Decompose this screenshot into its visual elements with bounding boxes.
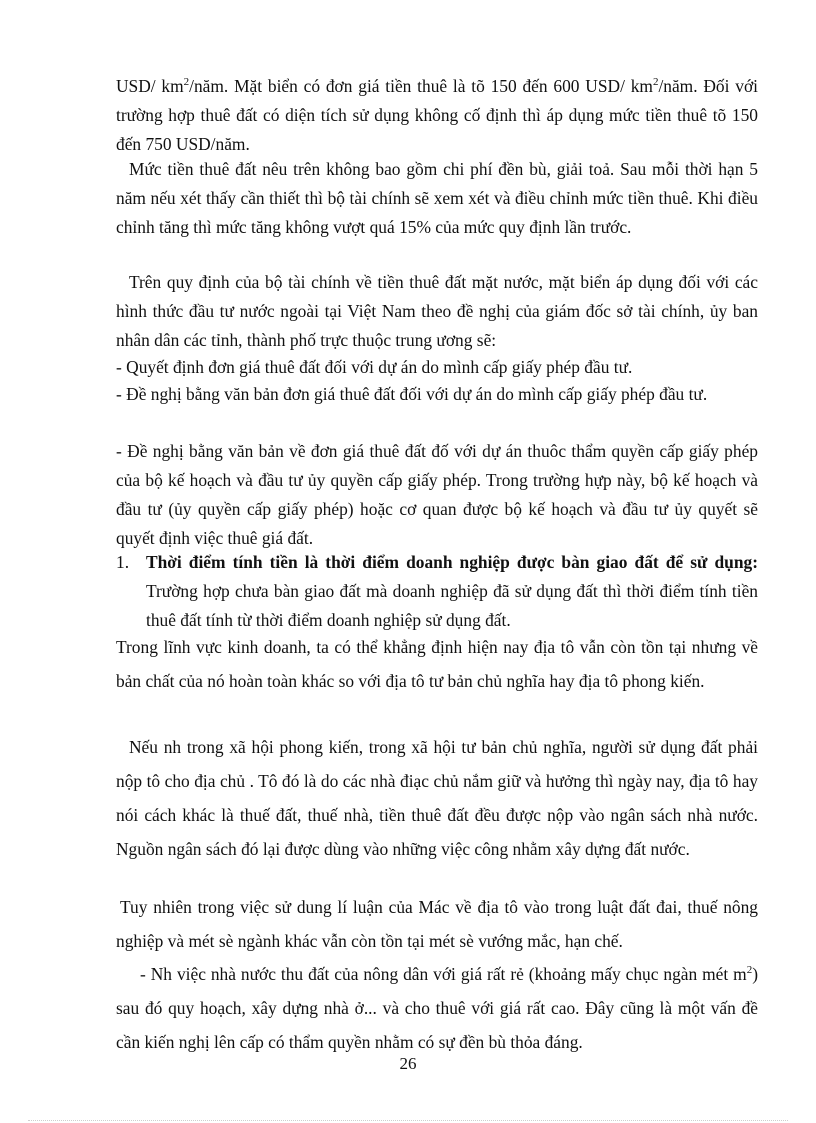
list-item-heading: Thời điểm tính tiền là thời điểm doanh nghiệp được bàn giao đất để sử dụng: [146, 552, 758, 572]
superscript: 2 [652, 76, 659, 89]
paragraph-limitations: Tuy nhiên trong việc sử dung lí luận của Mác về địa tô vào trong luật đất đai, thuế nông nghiệp và mét sè ngành khác vẫn còn tồn tại mét sè vướng mắc, hạn chế. [116, 897, 758, 951]
superscript: 2 [183, 76, 190, 89]
list-item-body [146, 548, 758, 635]
numbered-item-1 [116, 548, 758, 635]
paragraph-feudal-comparison: Nếu nh trong xã hội phong kiến, trong xã hội tư bản chủ nghĩa, người sử dụng đất phải nộp tô cho địa chủ . Tô đó là do các nhà điạc chủ nắm giữ và hưởng thì ngày nay, địa tô hay nói cách khác là thuế đất, thuế nhà, tiền thuê đất đều được nộp vào ngân sách nhà nước. Nguồn ngân sách đó lại được dùng vào những việc công nhằm xây dựng đất nước. [116, 737, 758, 859]
text-fragment: /năm. Mặt biển có đơn giá tiền thuê là tõ 150 đến 600 USD/ km [189, 76, 653, 96]
bullet-propose-ministry: - Đề nghị bằng văn bản về đơn giá thuê đất đố với dự án thuôc thẩm quyền cấp giấy phép của bộ kế hoạch và đầu tư ủy quyền cấp giấy phép. Trong trường hựp này, bộ kế hoạch và đầu tư (ủy quyền cấp giấy phép) hoặc cơ quan được bộ kế hoạch và đầu tư ủy quyết sẽ quyết định việc thuê giá đất. [116, 441, 758, 548]
superscript: 2 [746, 964, 753, 977]
paragraph-land-rent-rates [116, 72, 758, 159]
list-item-text: Trường hợp chưa bàn giao đất mà doanh nghiệp đã sử dụng đất thì thời điểm tính tiền thuê đất tính từ thời điểm doanh nghiệp sử dụng đất. [146, 581, 758, 630]
page-number: 26 [399, 1054, 417, 1073]
text-fragment: ) sau đó quy hoạch, xây dựng nhà ở... và cho thuê với giá rất cao. Đây cũng là một vấn đề cần kiến nghị lên cấp có thẩm quyền nhằm có sự đền bù thỏa đáng. [116, 964, 758, 1052]
paragraph-rent-adjustment: Mức tiền thuê đất nêu trên không bao gồm chi phí đền bù, giải toả. Sau mỗi thời hạn 5 năm nếu xét thấy cần thiết thì bộ tài chính sẽ xem xét và điều chỉnh mức tiền thuê. Khi điều chỉnh tăng thì mức tăng không vượt quá 15% của mức quy định lần trước. [116, 159, 758, 237]
text-fragment: USD/ km [116, 76, 184, 96]
text-fragment: - Nh việc nhà nước thu đất của nông dân với giá rất rẻ (khoảng mấy chục ngàn mét m [140, 964, 747, 984]
paragraph-business-rent: Trong lĩnh vực kinh doanh, ta có thể khẳng định hiện nay địa tô vẫn còn tồn tại nhưng về bản chất của nó hoàn toàn khác so với địa tô tư bản chủ nghĩa hay địa tô phong kiến. [116, 637, 758, 691]
footer-divider [28, 1120, 788, 1121]
paragraph-land-compensation [116, 957, 758, 1059]
bullet-decide-price: - Quyết định đơn giá thuê đất đối với dự án do mình cấp giấy phép đầu tư. [116, 357, 633, 377]
bullet-propose-price: - Đề nghị bằng văn bản đơn giá thuê đất đối với dự án do mình cấp giấy phép đầu tư. [116, 384, 708, 404]
text-fragment: /năm. Đối với trường hợp thuê đất có diện tích sử dụng không cố định thì áp dụng mức tiền thuê tõ 150 đến 750 USD/năm. [116, 76, 758, 154]
list-number: 1. [116, 552, 130, 572]
paragraph-ministry-regulation: Trên quy định của bộ tài chính về tiền thuê đất mặt nước, mặt biển áp dụng đối với các hình thức đầu tư nước ngoài tại Việt Nam theo đề nghị của giám đốc sở tài chính, ủy ban nhân dân các tỉnh, thành phố trực thuộc trung ương sẽ: [116, 272, 758, 350]
